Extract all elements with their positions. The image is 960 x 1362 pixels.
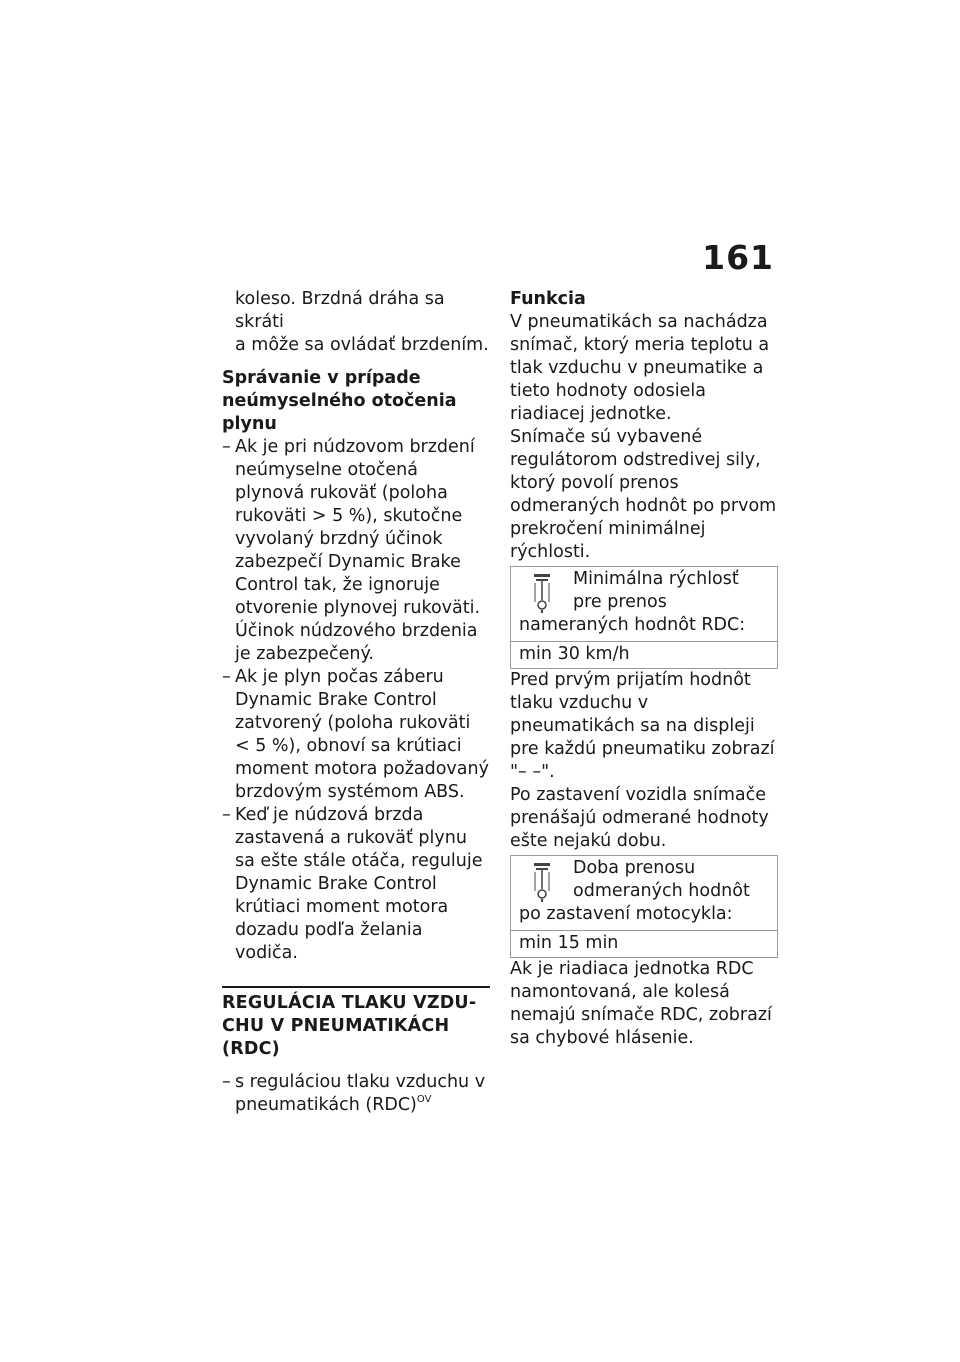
list-item — [222, 1071, 490, 1117]
list-item-text: s reguláciou tlaku vzduchu v pneumatikách (RDC) — [235, 1072, 486, 1115]
list-item-text: Keď je núdzová brzda zastavená a rukoväť plynu sa ešte stále otáča, reguluje Dynamic Brake Control krútiaci moment motora dozadu podľa želania vodiča. — [235, 805, 483, 963]
section-title-line: CHU V PNEUMATIKÁCH — [222, 1016, 450, 1036]
info-box-label-row — [511, 567, 777, 641]
intro-line: a môže sa ovládať brzdením. — [235, 335, 489, 355]
section-title-line: (RDC) — [222, 1039, 280, 1059]
left-column — [222, 288, 490, 1117]
measure-icon — [525, 859, 559, 903]
bullet-dash: – — [222, 437, 231, 457]
info-box-label: Minimálna rýchlosť pre prenos nameraných hodnôt RDC: — [519, 569, 746, 635]
right-column — [510, 288, 778, 1050]
info-box-value: min 15 min — [511, 930, 777, 957]
intro-line: koleso. Brzdná dráha sa skráti — [235, 289, 445, 332]
paragraph: V pneumatikách sa nachádza snímač, ktorý meria teplotu a tlak vzduchu v pneumatike a tieto hodnoty odosiela riadiacej jednotke. — [510, 312, 770, 424]
info-box — [510, 855, 778, 958]
function-heading: Funkcia — [510, 289, 586, 309]
subheading-line: Správanie v prípade — [222, 368, 421, 388]
paragraph: Pred prvým prijatím hodnôt tlaku vzduchu v pneumatikách sa na displeji pre každú pneumatiku zobrazí "– –". — [510, 670, 775, 782]
bullet-dash: – — [222, 805, 231, 825]
section-list — [222, 1071, 490, 1117]
info-box — [510, 566, 778, 669]
option-marker: OV — [416, 1094, 432, 1105]
list-item-text: Ak je plyn počas záberu Dynamic Brake Control zatvorený (poloha rukoväti < 5 %), obnoví sa krútiaci moment motora požadovaný brzdovým systémom ABS. — [235, 667, 489, 802]
info-box-label: Doba prenosu odmeraných hodnôt po zastavení motocykla: — [519, 858, 750, 924]
paragraph: Ak je riadiaca jednotka RDC namontovaná, ale kolesá nemajú snímače RDC, zobrazí sa chybové hlásenie. — [510, 959, 772, 1048]
section-title-line: REGULÁCIA TLAKU VZDU- — [222, 993, 477, 1013]
bullet-dash: – — [222, 667, 231, 687]
section-title — [222, 986, 490, 1061]
info-box-value: min 30 km/h — [511, 641, 777, 668]
measure-icon — [525, 570, 559, 614]
paragraph: Po zastavení vozidla snímače prenášajú odmerané hodnoty ešte nejakú dobu. — [510, 785, 769, 851]
page-number: 161 — [702, 238, 774, 277]
subheading — [222, 367, 490, 436]
info-box-label-row — [511, 856, 777, 930]
paragraph: Snímače sú vybavené regulátorom odstredivej sily, ktorý povolí prenos odmeraných hodnôt po prvom prekročení minimálnej rýchlosti. — [510, 427, 777, 562]
intro-paragraph — [222, 288, 490, 357]
bullet-list — [222, 436, 490, 965]
subheading-line: neúmyselného otočenia plynu — [222, 391, 457, 434]
list-item — [222, 666, 490, 804]
list-item — [222, 804, 490, 965]
list-item — [222, 436, 490, 666]
bullet-dash: – — [222, 1072, 231, 1092]
list-item-text: Ak je pri núdzovom brzdení neúmyselne otočená plynová rukoväť (poloha rukoväti > 5 %), skutočne vyvolaný brzdný účinok zabezpečí Dynamic Brake Control tak, že ignoruje otvorenie plynovej rukoväti. Účinok núdzového brzdenia je zabezpečený. — [235, 437, 481, 664]
